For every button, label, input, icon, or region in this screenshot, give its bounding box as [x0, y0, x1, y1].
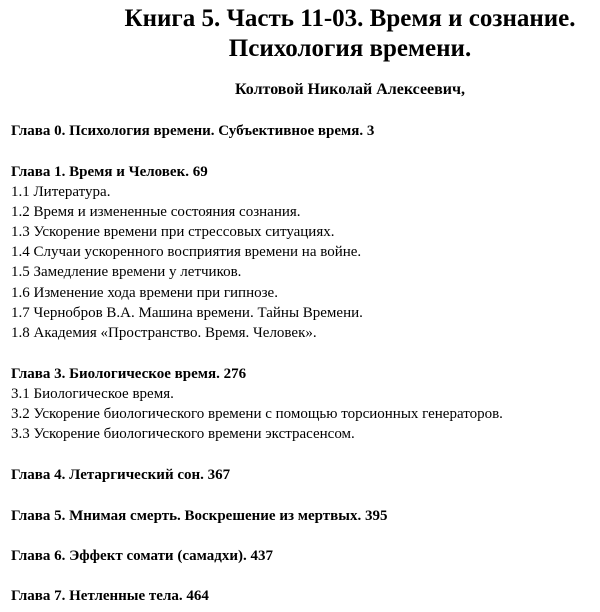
toc-item: 1.1 Литература.	[11, 184, 111, 200]
toc-item: 3.1 Биологическое время.	[11, 386, 174, 402]
toc-item: 1.3 Ускорение времени при стрессовых ситуациях.	[11, 224, 335, 240]
chapter-heading: Глава 0. Психология времени. Субъективное время. 3	[11, 123, 375, 139]
document-title-line-2: Психология времени.	[228, 35, 472, 62]
chapter-heading: Глава 4. Летаргический сон. 367	[11, 467, 231, 483]
toc-item: 1.7 Чернобров В.А. Машина времени. Тайны Времени.	[11, 305, 363, 321]
toc-item: 1.8 Академия «Пространство. Время. Человек».	[11, 325, 317, 341]
toc-item: 1.6 Изменение хода времени при гипнозе.	[11, 285, 278, 301]
chapter-heading: Глава 3. Биологическое время. 276	[11, 366, 247, 382]
toc-item: 3.3 Ускорение биологического времени экстрасенсом.	[11, 426, 355, 442]
author-name: Колтовой Николай Алексеевич,	[234, 81, 466, 98]
toc-item: 1.5 Замедление времени у летчиков.	[11, 264, 242, 280]
chapter-heading: Глава 7. Нетленные тела. 464	[11, 588, 209, 604]
toc-item: 1.2 Время и измененные состояния сознания.	[11, 204, 301, 220]
chapter-heading: Глава 6. Эффект сомати (самадхи). 437	[11, 548, 274, 564]
toc-item: 3.2 Ускорение биологического времени с помощью торсионных генераторов.	[11, 406, 503, 422]
chapter-heading: Глава 1. Время и Человек. 69	[11, 164, 208, 180]
chapter-heading: Глава 5. Мнимая смерть. Воскрешение из мертвых. 395	[11, 508, 388, 524]
document-title-line-1: Книга 5. Часть 11-03. Время и сознание.	[124, 5, 576, 32]
toc-item: 1.4 Случаи ускоренного восприятия времени на войне.	[11, 244, 362, 260]
